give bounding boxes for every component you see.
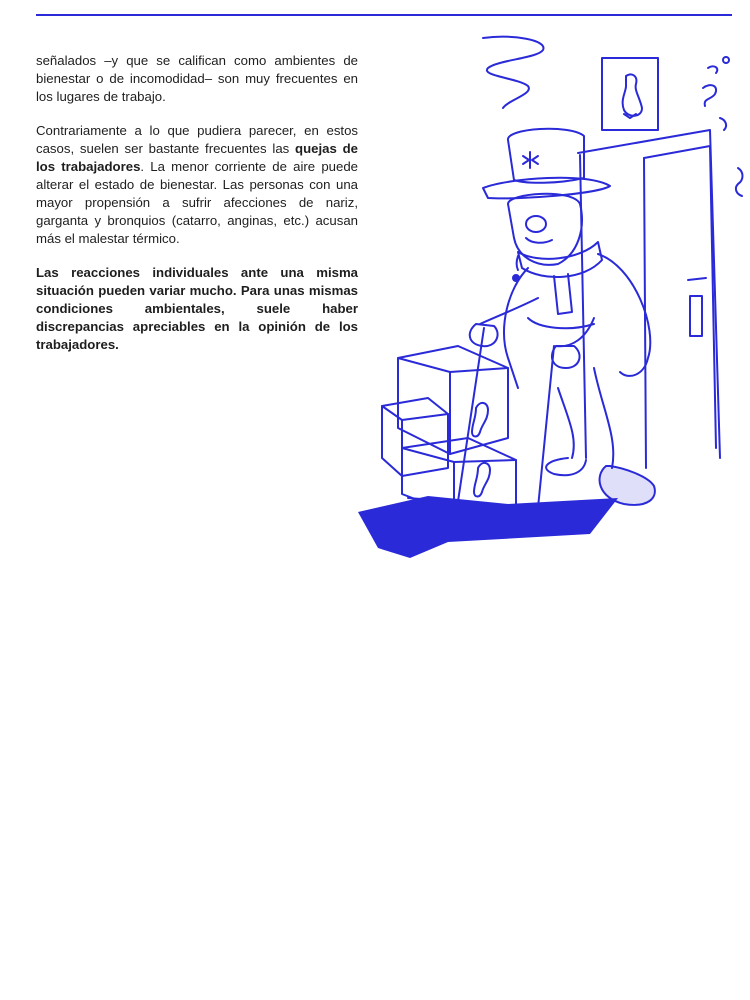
paragraph-3 <box>36 264 358 354</box>
paragraph-3-bold: Las reacciones individuales ante una misma situación pueden variar mucho. Para unas mismas condiciones ambientales, suele haber discrepancias apreciables en la opinión de los trabajadores. <box>36 265 358 352</box>
cold-worker-illustration <box>358 28 750 558</box>
paragraph-1: señalados –y que se califican como ambientes de bienestar o de incomodidad– son muy frecuentes en los lugares de trabajo. <box>36 53 358 104</box>
top-rule <box>36 14 732 16</box>
body-text <box>36 52 358 370</box>
paragraph-2-bold: quejas de los trabajadores <box>36 141 358 174</box>
paragraph-2-start: Contrariamente a lo que pudiera parecer, en estos casos, suelen ser bastante frecuentes las <box>36 123 358 156</box>
paragraph-2 <box>36 122 358 248</box>
paragraph-2-end: . La menor corriente de aire puede alterar el estado de bienestar. Las personas con una mayor propensión a sufrir afecciones de nariz, garganta y bronquios (catarro, anginas, etc.) acusan más el malestar térmico. <box>36 159 358 246</box>
